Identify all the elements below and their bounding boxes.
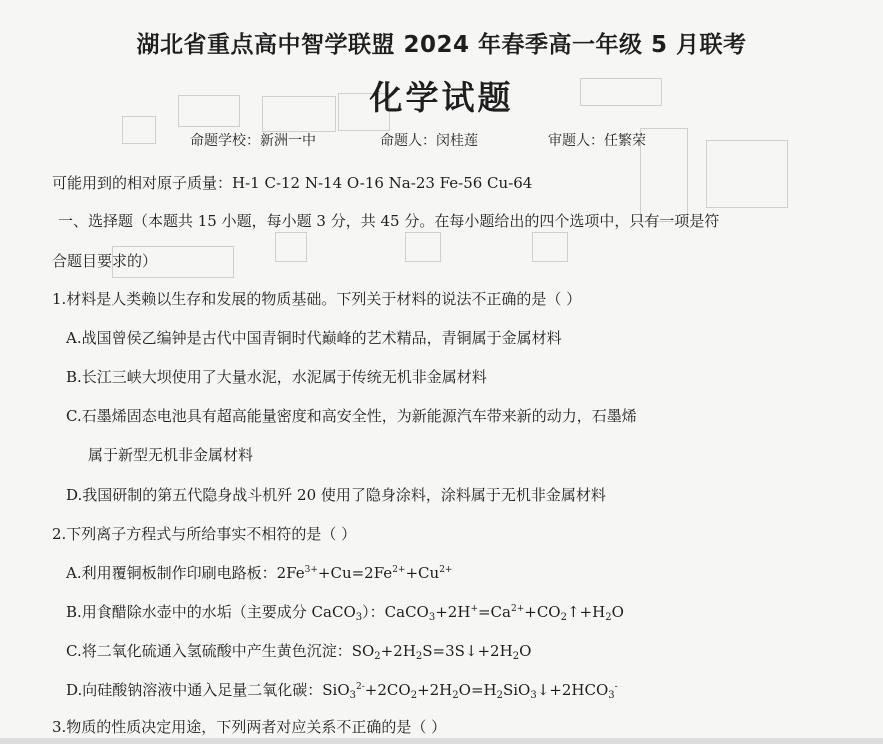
q1-stem: 1.材料是人类赖以生存和发展的物质基础。下列关于材料的说法不正确的是（ ） bbox=[52, 290, 582, 308]
bleed-through-box bbox=[640, 128, 688, 222]
q3-stem: 3.物质的性质决定用途，下列两者对应关系不正确的是（ ） bbox=[52, 718, 447, 736]
q1-option-a: A.战国曾侯乙编钟是古代中国青铜时代巅峰的艺术精品，青铜属于金属材料 bbox=[66, 329, 562, 347]
meta-author: 命题人：闵桂莲 bbox=[380, 133, 478, 149]
q2-c-text: C.将二氧化硫通入氢硫酸中产生黄色沉淀： bbox=[66, 642, 352, 660]
q2-option-b: B.用食醋除水壶中的水垢（主要成分 CaCO$_3$）：$CaCO_3+2H^+=Ca^{2+}+CO_2↑+H_2O$ bbox=[66, 603, 624, 623]
page-title: 化学试题 bbox=[369, 78, 514, 117]
section-heading: 一、选择题（本题共 15 小题，每小题 3 分，共 45 分。在每小题给出的四个选项中，只有一项是符 bbox=[58, 212, 720, 230]
meta-school: 命题学校：新洲一中 bbox=[190, 133, 316, 149]
bottom-scroll-bar bbox=[0, 738, 883, 744]
bleed-through-box bbox=[275, 232, 307, 262]
q1-option-c: C.石墨烯固态电池具有超高能量密度和高安全性，为新能源汽车带来新的动力，石墨烯 bbox=[66, 407, 637, 425]
q2-b-equation: $CaCO_3+2H^+=Ca^{2+}+CO_2↑+H_2O$ bbox=[384, 603, 624, 623]
q1-option-d: D.我国研制的第五代隐身战斗机歼 20 使用了隐身涂料，涂料属于无机非金属材料 bbox=[66, 486, 606, 504]
q2-b-text2: ）： bbox=[362, 603, 385, 621]
q2-a-equation: $2Fe^{3+}+Cu=2Fe^{2+}+Cu^{2+}$ bbox=[276, 564, 453, 582]
bleed-through-box bbox=[706, 140, 788, 208]
q2-option-d bbox=[66, 679, 618, 701]
q2-c-equation: $SO_2+2H_2S=3S↓+2H_2O$ bbox=[351, 642, 532, 662]
q1-option-b: B.长江三峡大坝使用了大量水泥，水泥属于传统无机非金属材料 bbox=[66, 368, 487, 386]
q2-d-equation: $SiO_3^{2-}+2CO_2+2H_2O=H_2SiO_3↓+2HCO_3^-$ bbox=[322, 681, 618, 701]
title-subtitle: 湖北省重点高中智学联盟 2024 年春季高一年级 5 月联考 bbox=[136, 32, 747, 58]
bleed-through-box bbox=[122, 116, 156, 144]
q2-stem: 2.下列离子方程式与所给事实不相符的是（ ） bbox=[52, 525, 357, 543]
q1-option-c-cont: 属于新型无机非金属材料 bbox=[88, 446, 254, 464]
q2-option-a bbox=[66, 562, 452, 583]
q2-d-text: D.向硅酸钠溶液中通入足量二氧化碳： bbox=[66, 681, 323, 699]
q2-a-text: A.利用覆铜板制作印刷电路板： bbox=[66, 564, 277, 582]
bleed-through-box bbox=[405, 232, 441, 262]
q2-option-c bbox=[66, 640, 531, 662]
bleed-through-box bbox=[532, 232, 568, 262]
meta-reviewer: 审题人：任繁荣 bbox=[548, 133, 646, 149]
section-heading-cont: 合题目要求的） bbox=[52, 252, 158, 270]
atomic-masses: 可能用到的相对原子质量：H-1 C-12 N-14 O-16 Na-23 Fe-56 Cu-64 bbox=[52, 174, 533, 192]
q2-b-text: B.用食醋除水壶中的水垢（主要成分 CaCO bbox=[66, 603, 356, 621]
